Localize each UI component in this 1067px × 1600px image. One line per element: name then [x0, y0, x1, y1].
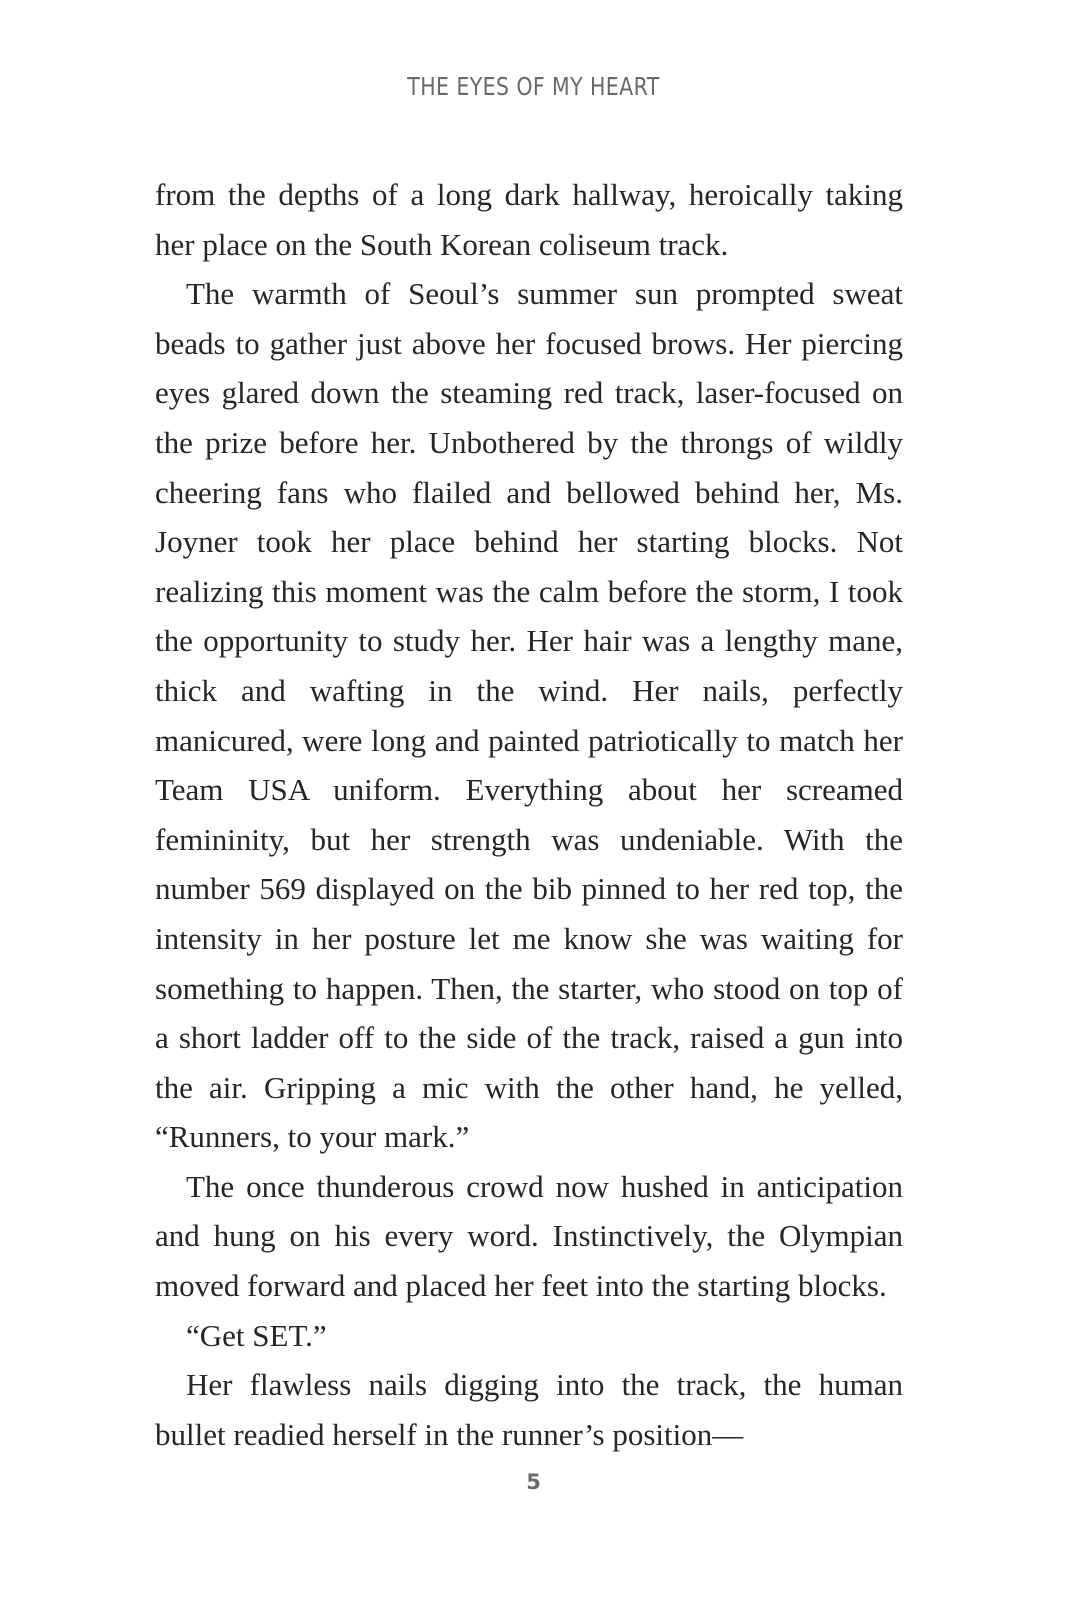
paragraph: The warmth of Seoul’s summer sun prompted sweat beads to gather just above her focused brows. Her piercing eyes glared down the steaming red track, laser-focused on the prize before her. Unbothered by the throngs of wildly cheering fans who flailed and bellowed behind her, Ms. Joyner took her place behind her starting blocks. Not realizing this moment was the calm before the storm, I took the opportunity to study her. Her hair was a lengthy mane, thick and wafting in the wind. Her nails, perfectly manicured, were long and painted patriotically to match her Team USA uniform. Everything about her screamed femininity, but her strength was undeniable. With the number 569 displayed on the bib pinned to her red top, the intensity in her posture let me know she was waiting for something to happen. Then, the starter, who stood on top of a short ladder off to the side of the track, raised a gun into the air. Gripping a mic with the other hand, he yelled, “Runners, to your mark.” — [155, 276, 903, 1155]
running-header: THE EYES OF MY HEART — [407, 72, 660, 101]
paragraph: The once thunderous crowd now hushed in anticipation and hung on his every word. Instinctively, the Olympian moved forward and placed her feet into the starting blocks. — [155, 1168, 903, 1304]
paragraph-continued: from the depths of a long dark hallway, heroically taking her place on the South Korean coliseum track. — [155, 177, 903, 262]
page-number: 5 — [526, 1470, 541, 1494]
body-text — [155, 170, 903, 1459]
paragraph: Her flawless nails digging into the track, the human bullet readied herself in the runner’s position— — [155, 1367, 903, 1452]
paragraph-dialogue: “Get SET.” — [186, 1317, 327, 1353]
